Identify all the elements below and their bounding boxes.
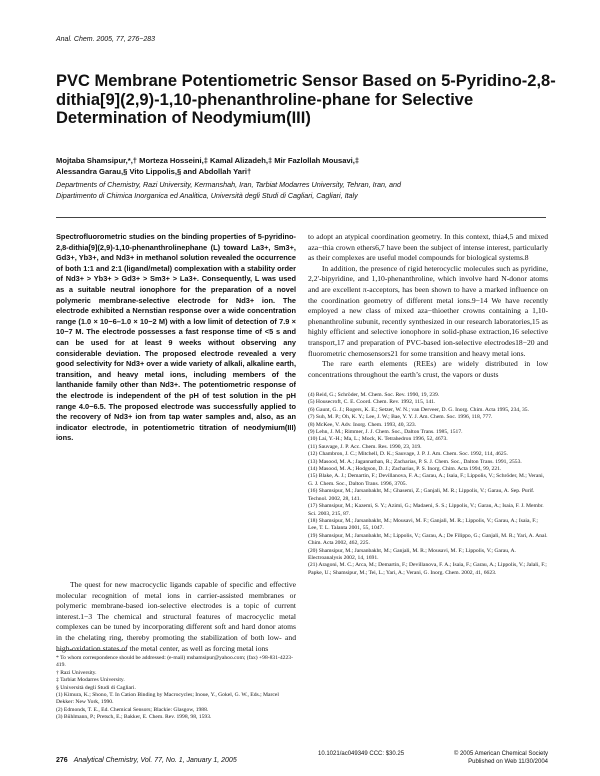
reference-item: (20) Shamsipur, M.; Jarsanbakht, M.; Ganjali, M. R.; Mousavi, M. F.; Lippolis, V.; Garau, A. Electroanalysis 2002, 14, 1691. <box>308 547 516 561</box>
footnotes <box>56 655 296 722</box>
affiliations <box>56 180 566 201</box>
reference-list <box>308 392 548 577</box>
footnote-item: * To whom correspondence should be addressed: (e-mail) mshamsipur@yahoo.com; (fax) +98-831-4223-419. <box>56 655 293 669</box>
reference-item: (21) Aragoni, M. C.; Arca, M.; Demartin, F.; Devillanova, F. A.; Isaia, F.; Garau, A.; Lippolis, V.; Jalali, F.; Papke, U.; Shamsipur, M.; Tei, L.; Yari, A.; Verani, G. Inorg. Chem. 2002, 41, 6623. <box>308 562 547 576</box>
reference-item: (10) Lai, Y.-H.; Ma, L.; Mock, K. Tetrahedron 1996, 52, 4673. <box>308 436 448 443</box>
intro-text: The quest for new macrocyclic ligands capable of specific and effective molecular recognition of metal ions in carrier-assisted membranes or polymeric membrane-based ion-selective electrodes is a topic of current interest.1−3 The chemical and structural features of macrocyclic metal complexes can be tuned by incorporating different soft and hard donor atoms in the chelating ring, thereby promoting the stabilization of both low- and high-oxidation states of the metal center, as well as forcing metal ions <box>56 580 296 653</box>
body-paragraph-1: to adopt an atypical coordination geometry. In this context, thia4,5 and mixed aza−thia crown ethers6,7 have been the subject of intense interest, particularly as their complexes are useful model compounds for biological systems.8 <box>308 232 548 263</box>
reference-item: (13) Masood, M. A.; Jagannathan, R.; Zacharias, P. S. J. Chem. Soc., Dalton Trans. 1991, 2553. <box>308 458 522 465</box>
footnote-item: † Razi University. <box>56 669 97 676</box>
page-number: 276 <box>56 757 68 764</box>
reference-item: (9) Lehn, J. M.; Rimmer, J. J. Chem. Soc., Dalton Trans. 1985, 1517. <box>308 429 463 436</box>
footnote-item: (3) Bühlmann, P.; Pretsch, E.; Bakker, E. Chem. Rev. 1998, 98, 1593. <box>56 714 212 721</box>
reference-item: (11) Sauvage, J. P. Acc. Chem. Res. 1990, 23, 319. <box>308 443 422 450</box>
copyright-text: © 2005 American Chemical Society <box>453 751 548 757</box>
abstract: Spectrofluorometric studies on the binding properties of 5-pyridino-2,8-dithia[9](2,9)-1,10-phenanthrolinephane (L) toward La3+, Sm3+, Gd3+, Yb3+, and Nd3+ in methanol solution revealed the occurrence of both 1:1 and 2:1 (ligand/metal) complexation with a stability order of Nd3+ > Yb3+ > Gd3+ > Sm3+ > La3+. Consequently, L was used as a suitable neutral ionophore for the preparation of a novel polymeric membrane-selective electrode for Nd3+ ion. The electrode exhibited a Nernstian response over a wide concentration range (1.0 × 10−6–1.0 × 10−2 M) with a low limit of detection of 7.9 × 10−7 M. The electrode possesses a fast response time of <5 s and can be used for at least 9 weeks without observing any considerable deviation. The proposed electrode revealed a very good selectivity for Nd3+ over a wide variety of alkali, alkaline earth, transition, and heavy metal ions, including members of the lanthanide family other than Nd3+. The potentiometric response of the electrode is independent of the pH of test solution in the pH range 4.0−6.5. The proposed electrode was successfully applied to the recovery of Nd3+ ion from tap water samples and, also, as an indicator electrode, in potentiometric titration of neodymium(III) ions. <box>56 232 296 443</box>
affiliation-line-2: Dipartimento di Chimica Inorganica ed Analitica, Università degli Studi di Cagliari, Cagliari, Italy <box>56 190 358 200</box>
author-line-2: Alessandra Garau,§ Vito Lippolis,§ and Abdollah Yari† <box>56 167 252 176</box>
footnote-item: (2) Edmonds, T. E., Ed. Chemical Sensors; Blackie: Glasgow, 1988. <box>56 706 209 713</box>
reference-item: (8) McKee, V. Adv. Inorg. Chem. 1993, 40, 323. <box>308 421 417 428</box>
publication-date: Published on Web 11/30/2004 <box>468 758 548 765</box>
doi-text: 10.1021/ac049349 CCC: $30.25 <box>318 751 405 757</box>
introduction-paragraph <box>56 580 296 654</box>
right-column-body <box>308 232 548 380</box>
reference-item: (16) Shamsipur, M.; Jarsanbakht, M.; Ghasemi, Z.; Ganjali, M. R.; Lippolis, V.; Garau, A. Sep. Purif. Technol. 2002, 28, 141. <box>308 488 535 502</box>
journal-citation-header: Anal. Chem. 2005, 77, 276−283 <box>56 36 156 43</box>
reference-item: (18) Shamsipur, M.; Jarsanbakht, M.; Mousavi, M. F.; Ganjali, M. R.; Lippolis, V.; Garau, A.; Isaia, F.; Lee, T. L. Talanta 2001, 55, 1047. <box>308 517 538 532</box>
article-title: PVC Membrane Potentiometric Sensor Based on 5-Pyridino-2,8-dithia[9](2,9)-1,10-phenanthroline-phane for Selective Determination of Neodymium(III) <box>56 72 556 127</box>
reference-item: (17) Shamsipur, M.; Kazemi, S. Y.; Azimi, G.; Madaeni, S. S.; Lippolis, V.; Garau, A.; Isaia, F. J. Membr. Sci. 2003, 215, 87. <box>308 503 544 517</box>
reference-item: (12) Chambron, J. C.; Mitchell, D. K.; Sauvage, J. P. J. Am. Chem. Soc. 1992, 114, 4625. <box>308 451 508 458</box>
journal-issue: Analytical Chemistry, Vol. 77, No. 1, January 1, 2005 <box>73 757 237 764</box>
reference-item: (4) Reid, G.; Schröder, M. Chem. Soc. Rev. 1990, 19, 239. <box>308 392 440 398</box>
reference-item: (15) Blake, A. J.; Demartin, F.; Devillanova, F. A.; Garau, A.; Isaia, F.; Lippolis, V.; Schröder, M.; Verani, G. J. Chem. Soc., Dalton Trans. 1996, 3705. <box>308 473 545 487</box>
body-paragraph-2: In addition, the presence of rigid heterocyclic molecules such as pyridine, 2,2′-bipyridine, and 1,10-phenanthroline, which involve hard N-donor atoms and are excellent π-acceptors, has been shown to have a marked influence on the coordination geometry of different metal ions.9−14 We have recently employed a new class of mixed aza−thioether crowns containing a 1,10-phenanthroline subunit, recently synthesized in our research laboratories,15 as highly efficient and selective ionophore in solid-phase extraction,16 selective transport,17 and preparation of PVC-based ion-selective electrodes18−20 and fluorometric chemosensors21 for some transition and heavy metal ions. <box>308 263 548 358</box>
body-paragraph-3: The rare earth elements (REEs) are widely distributed in low concentrations throughout the earth’s crust, the vapors or dusts <box>308 359 548 379</box>
footnote-item: ‡ Tarbiat Modarres University. <box>56 677 125 684</box>
reference-item: (7) Suh, M. P.; Oh, K. Y.; Lee, J. W.; Bae, Y. Y. J. Am. Chem. Soc. 1996, 118, 777. <box>308 414 493 421</box>
reference-item: (14) Masood, M. A.; Hodgson, D. J.; Zacharias, P. S. Inorg. Chim. Acta 1994, 99, 221. <box>308 466 502 473</box>
footnote-item: § Università degli Studi di Cagliari. <box>56 684 136 691</box>
author-list <box>56 155 566 177</box>
page-footer-left <box>56 757 237 764</box>
page-footer-right <box>318 751 548 766</box>
header-divider <box>56 217 546 218</box>
author-line-1: Mojtaba Shamsipur,*,† Morteza Hosseini,‡ Kamal Alizadeh,‡ Mir Fazlollah Mousavi,‡ <box>56 156 360 165</box>
footnote-item: (1) Kimura, K.; Shono, T. In Cation Binding by Macrocycles; Inoue, Y., Gokel, G. W., Eds.; Marcel Dekker: New York, 1990. <box>56 692 279 706</box>
affiliation-line-1: Departments of Chemistry, Razi University, Kermanshah, Iran, Tarbiat Modarres University, Tehran, Iran, and <box>56 180 401 189</box>
reference-item: (5) Housecroft, C. E. Coord. Chem. Rev. 1992, 115, 141. <box>308 399 436 406</box>
footnote-divider <box>56 650 126 651</box>
reference-item: (6) Gaunt, G. J.; Rogers, K. E.; Setzer, W. N.; van Derveer, D. G. Inorg. Chim. Acta 1995, 234, 35. <box>308 406 529 413</box>
reference-item: (19) Shamsipur, M.; Jarsanbakht, M.; Lippolis, V.; Garau, A.; De Filippo, G.; Ganjali, M. R.; Yari, A. Anal. Chim. Acta 2002, 462, 225. <box>308 532 548 547</box>
